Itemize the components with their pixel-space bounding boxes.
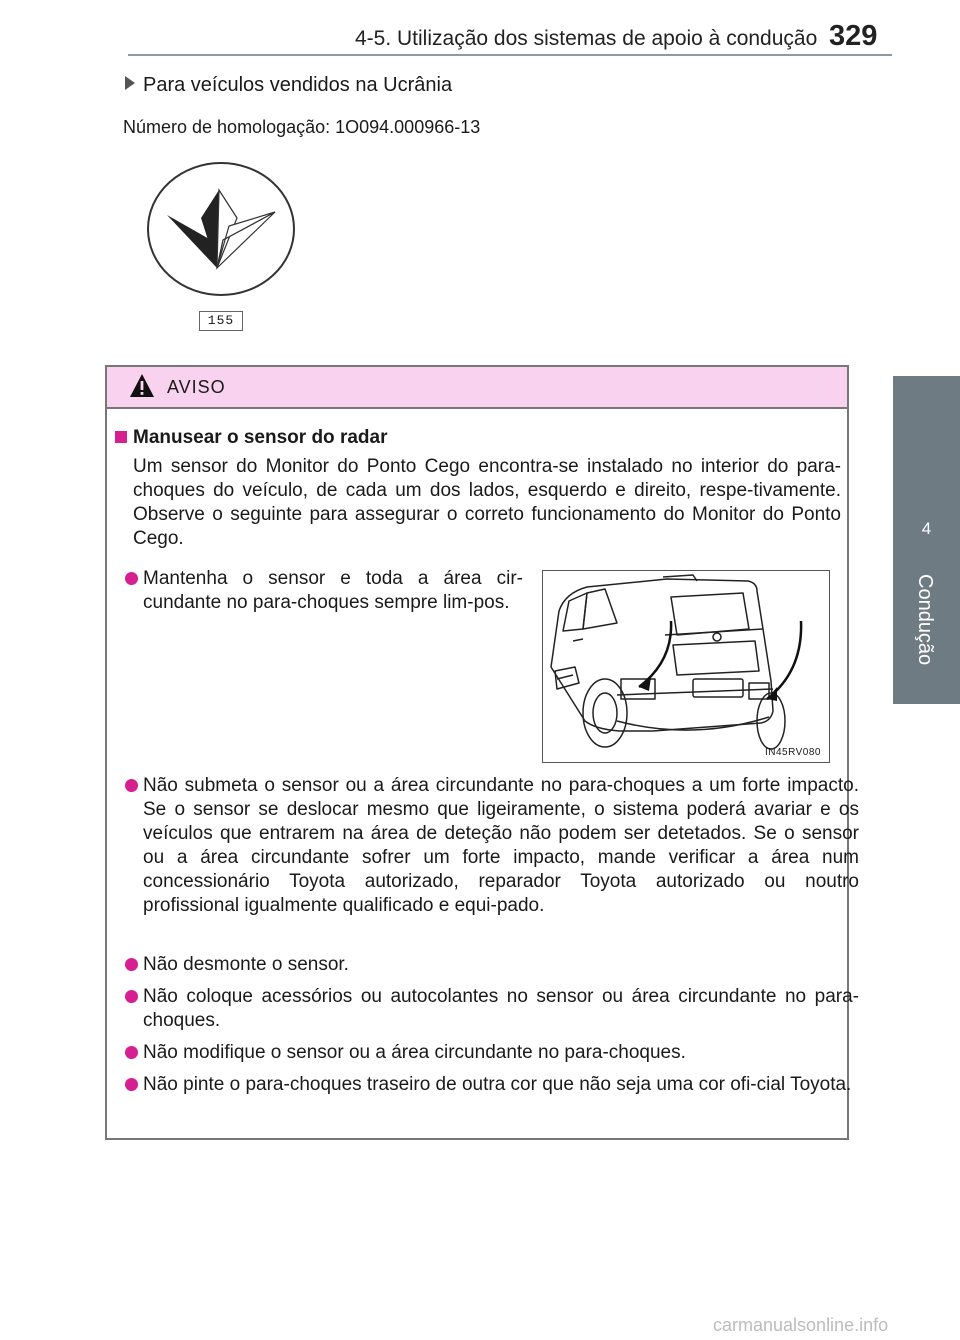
ukraine-heading bbox=[125, 74, 452, 97]
watermark: carmanualsonline.info bbox=[713, 1315, 889, 1335]
figure-code: IN45RV080 bbox=[764, 747, 821, 758]
square-bullet-icon bbox=[115, 431, 127, 443]
warning-section-title-text: Manusear o sensor do radar bbox=[133, 427, 388, 448]
header-divider bbox=[128, 54, 892, 56]
seal-code: 155 bbox=[199, 311, 243, 331]
chapter-number: 4 bbox=[921, 519, 932, 538]
warning-title: AVISO bbox=[167, 377, 226, 397]
chapter-label: Condução bbox=[914, 574, 936, 666]
warning-intro: Um sensor do Monitor do Ponto Cego encontra-se instalado no interior do para-choques do veículo, de cada um dos lados, esquerdo e direito, respe-tivamente. Observe o seguinte para assegurar o correto funcionamento do Monitor do Ponto Cego. bbox=[133, 456, 841, 549]
warning-header bbox=[107, 367, 847, 409]
filled-circle-icon bbox=[125, 990, 138, 1003]
section-title: 4-5. Utilização dos sistemas de apoio à condução bbox=[355, 27, 818, 50]
warning-section-title bbox=[115, 427, 387, 449]
list-item-text: Não modifique o sensor ou a área circundante no para-choques. bbox=[143, 1042, 686, 1063]
ukraine-certification-seal-icon bbox=[145, 160, 297, 298]
list-item-text: Não submeta o sensor ou a área circundante no para-choques a um forte impacto. Se o sensor se deslocar mesmo que ligeiramente, o sistema poderá avariar e os veículos que entrarem na área de deteção não podem ser detetados. Se o sensor ou a área circundante sofrer um forte impacto, mande verificar a área num concessionário Toyota autorizado, reparador Toyota autorizado ou noutro profissional igualmente qualificado e equi-pado. bbox=[143, 775, 859, 916]
warning-box bbox=[105, 365, 859, 1140]
list-item-text: Mantenha o sensor e toda a área cir-cundante no para-choques sempre lim-pos. bbox=[143, 568, 523, 613]
ukraine-heading-text: Para veículos vendidos na Ucrânia bbox=[143, 74, 453, 96]
list-item-text: Não desmonte o sensor. bbox=[143, 954, 349, 975]
right-triangle-icon bbox=[125, 76, 135, 90]
page-header bbox=[0, 0, 960, 60]
filled-circle-icon bbox=[125, 572, 138, 585]
filled-circle-icon bbox=[125, 779, 138, 792]
approval-number: Número de homologação: 1O094.000966-13 bbox=[123, 117, 481, 137]
list-item-text: Não pinte o para-choques traseiro de outra cor que não seja uma cor ofi-cial Toyota. bbox=[143, 1074, 852, 1095]
list-item-text: Não coloque acessórios ou autocolantes no sensor ou área circundante no para-choques. bbox=[143, 986, 859, 1031]
chapter-tab bbox=[893, 376, 960, 704]
filled-circle-icon bbox=[125, 1046, 138, 1059]
rear-bumper-sensor-illustration bbox=[542, 570, 830, 763]
car-rear-drawing bbox=[543, 571, 829, 762]
filled-circle-icon bbox=[125, 958, 138, 971]
warning-triangle-icon bbox=[129, 373, 155, 399]
page-number: 329 bbox=[829, 20, 878, 52]
filled-circle-icon bbox=[125, 1078, 138, 1091]
